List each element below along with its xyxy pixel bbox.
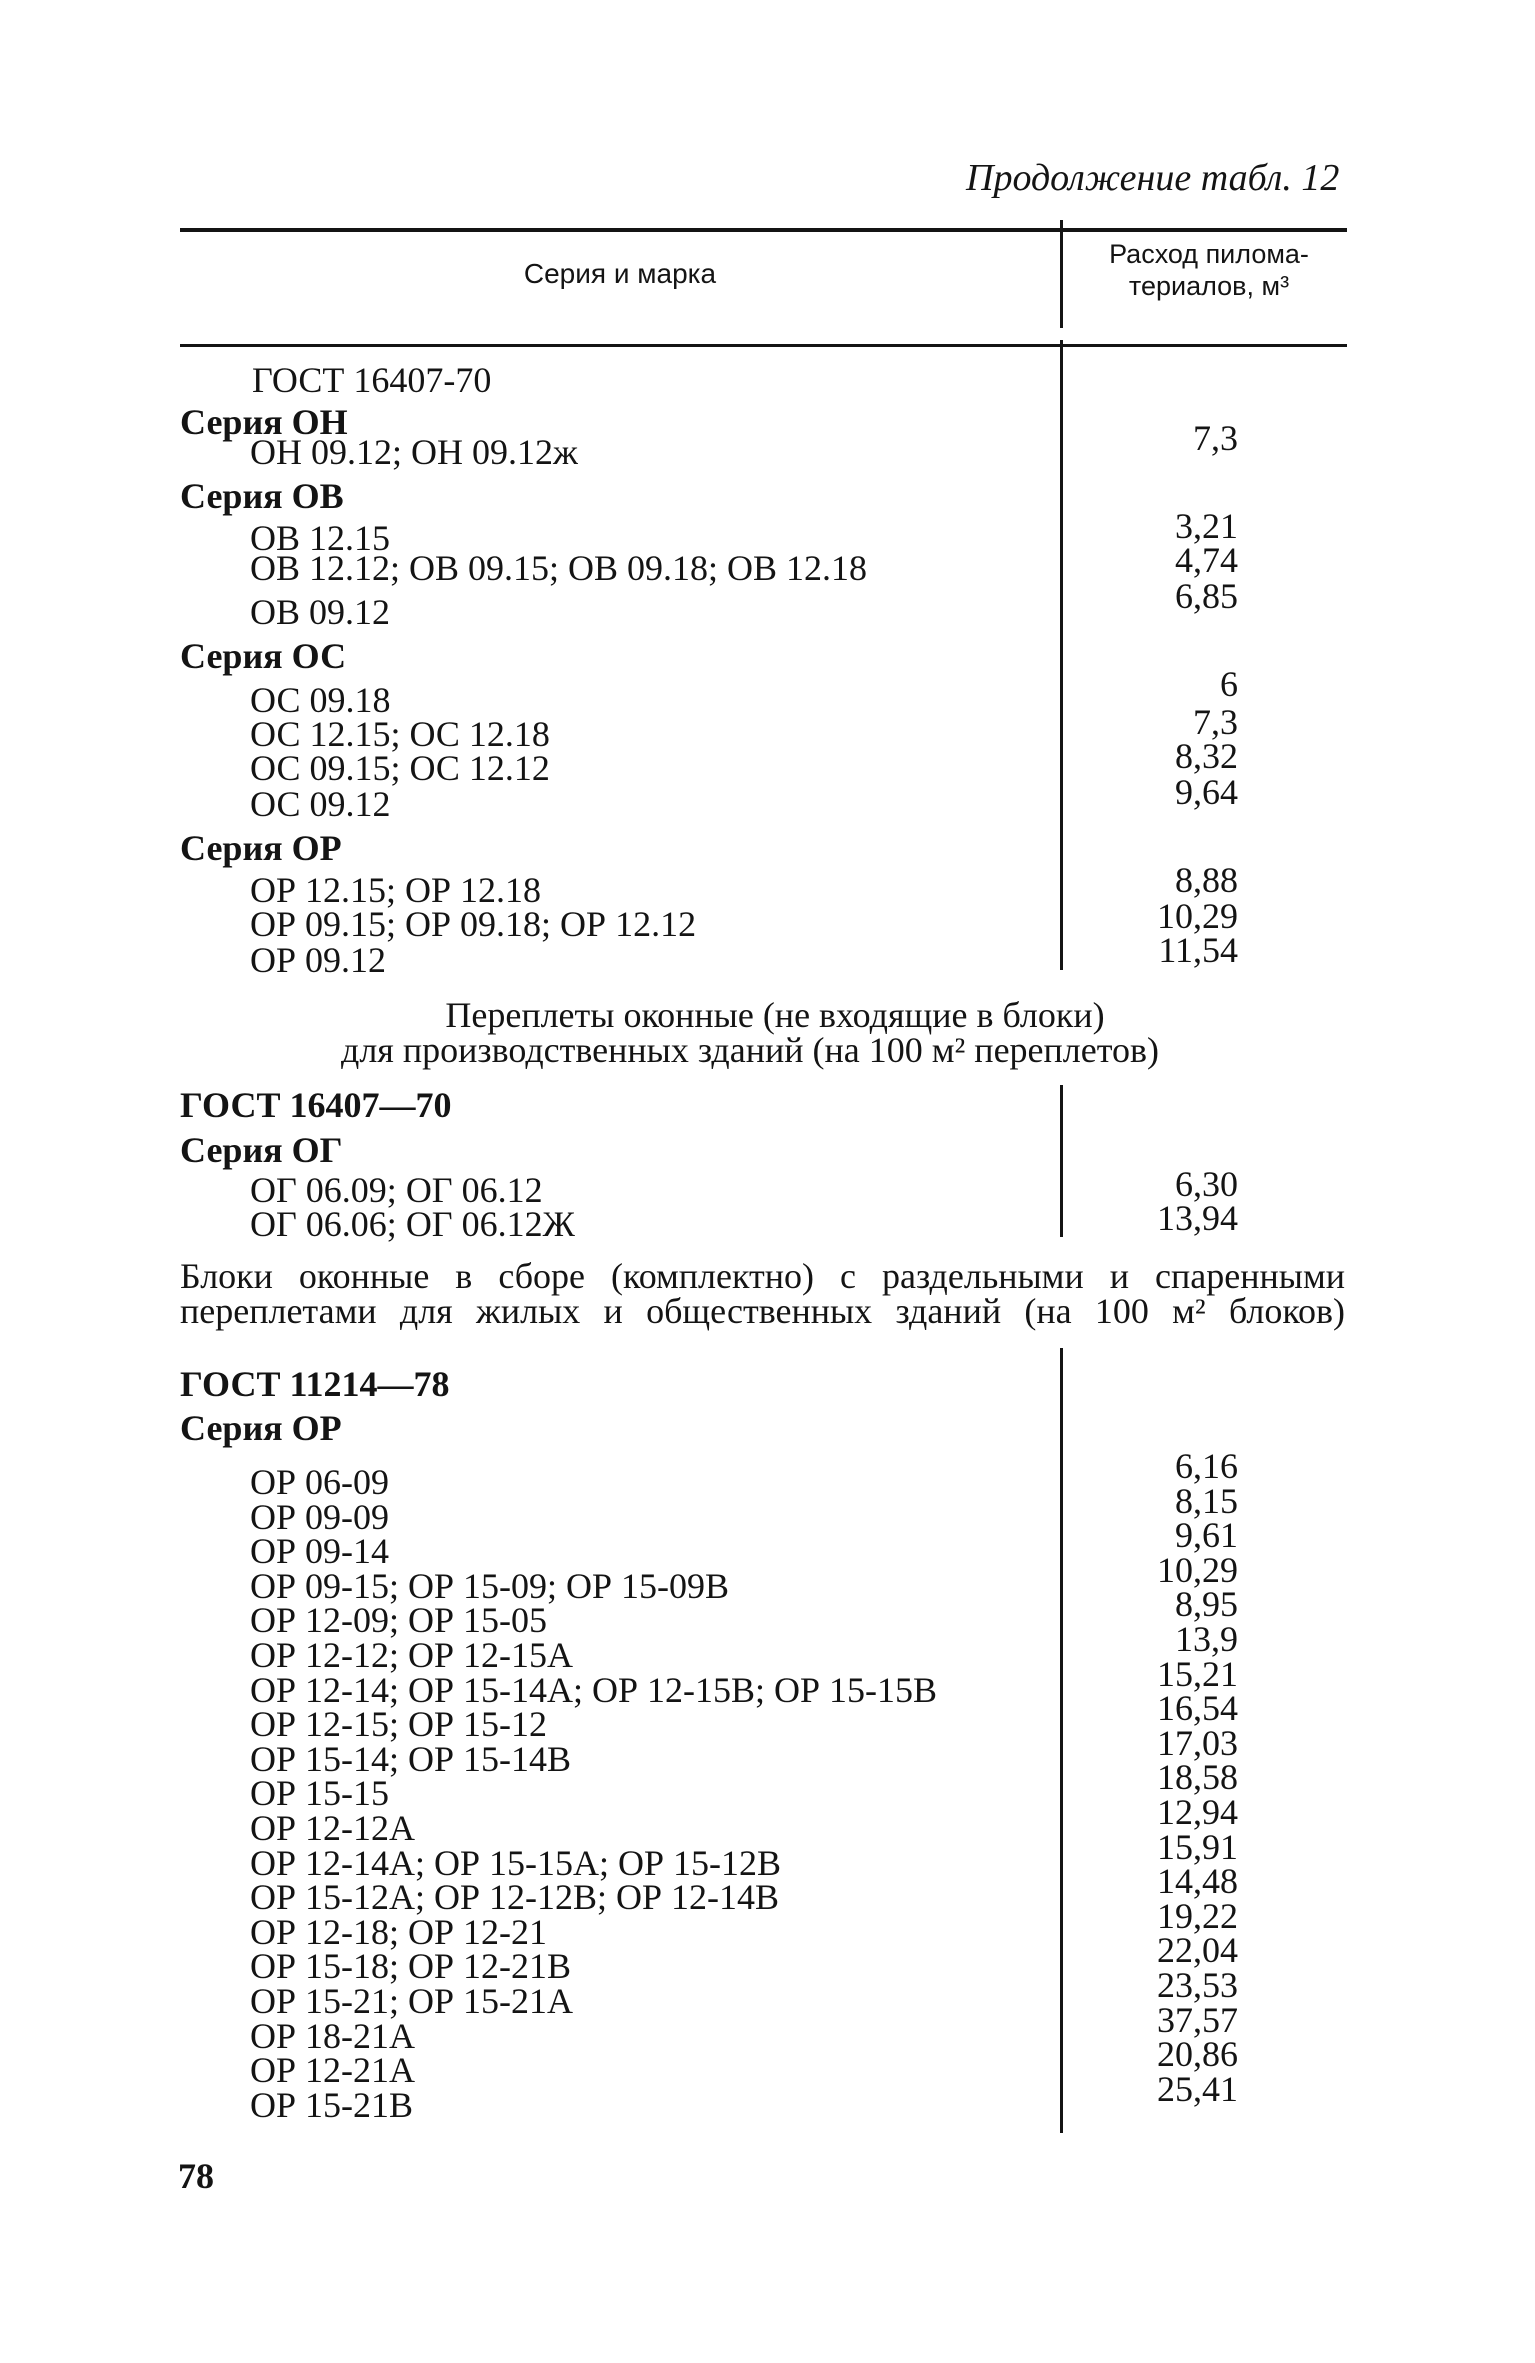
list-item-value: 6,16 [1175,1446,1238,1486]
column-divider-header [1060,220,1063,328]
list-item-value: 25,41 [1157,2069,1238,2109]
list-item: ОР 12-14А; ОР 15-15А; ОР 15-12В [250,1843,782,1883]
list-item-value: 6,30 [1175,1164,1238,1204]
list-item-value: 15,91 [1157,1827,1238,1867]
list-item: ОР 12-18; ОР 12-21 [250,1912,548,1952]
list-item-value: 14,48 [1157,1861,1238,1901]
list-item: ОВ 12.15 [250,518,391,558]
list-item-value: 8,88 [1175,860,1238,900]
list-item-value: 4,74 [1175,540,1238,580]
list-item: ОВ 12.12; ОВ 09.15; ОВ 09.18; ОВ 12.18 [250,548,868,588]
list-item: ОР 18-21А [250,2016,416,2056]
section-note-2-line1: Блоки оконные в сборе (комплектно) с раздельными и спаренными [180,1256,1345,1296]
list-item-value: 6 [1220,664,1238,704]
series-heading-ob: Серия ОВ [180,476,344,516]
series-heading-oh: Серия ОН [180,402,348,442]
list-item: ОР 12-21А [250,2050,416,2090]
series-heading-og: Серия ОГ [180,1130,343,1170]
list-item-value: 7,3 [1193,702,1238,742]
list-item-value: 9,61 [1175,1515,1238,1555]
gost-heading-2: ГОСТ 16407—70 [180,1085,452,1125]
section-note-1-line1: Переплеты оконные (не входящие в блоки) [445,995,1105,1035]
list-item-value: 7,3 [1193,418,1238,458]
list-item: ОС 09.18 [250,680,391,720]
list-item-value: 8,95 [1175,1584,1238,1624]
list-item-value: 17,03 [1157,1723,1238,1763]
list-item: ОС 12.15; ОС 12.18 [250,714,550,754]
list-item-value: 11,54 [1158,930,1238,970]
list-item-value: 18,58 [1157,1757,1238,1797]
list-item-value: 9,64 [1175,772,1238,812]
list-item-value: 19,22 [1157,1896,1238,1936]
list-item: ОН 09.12; ОН 09.12ж [250,432,578,472]
list-item: ОР 15-21В [250,2085,414,2125]
list-item-value: 15,21 [1157,1654,1238,1694]
list-item-value: 3,21 [1175,506,1238,546]
header-series-mark: Серия и марка [523,258,717,289]
list-item: ОР 09-14 [250,1531,390,1571]
header-bottom-rule [180,344,1347,347]
list-item: ОР 15-21; ОР 15-21А [250,1981,574,2021]
list-item: ОР 12-12; ОР 12-15А [250,1635,574,1675]
list-item: ОР 12-12А [250,1808,416,1848]
list-item: ОР 09.12 [250,940,387,980]
page-number: 78 [178,2156,214,2196]
list-item: ОС 09.12 [250,784,391,824]
list-item: ОР 15-18; ОР 12-21В [250,1946,572,1986]
list-item-value: 13,94 [1157,1198,1238,1238]
list-item-value: 10,29 [1157,896,1238,936]
list-item: ОР 12.15; ОР 12.18 [250,870,542,910]
list-item-value: 23,53 [1157,1965,1238,2005]
series-heading-op-2: Серия ОР [180,1408,342,1448]
list-item: ОР 15-14; ОР 15-14В [250,1739,572,1779]
list-item: ОР 15-15 [250,1773,390,1813]
list-item-value: 8,32 [1175,736,1238,776]
list-item-value: 13,9 [1175,1619,1238,1659]
list-item: ОГ 06.06; ОГ 06.12Ж [250,1204,575,1244]
series-heading-oc: Серия ОС [180,636,347,676]
table-caption: Продолжение табл. 12 [966,157,1340,199]
list-item-value: 6,85 [1175,576,1238,616]
list-item-value: 16,54 [1157,1688,1238,1728]
list-item-value: 10,29 [1157,1550,1238,1590]
header-consumption-line2: териалов, м³ [1128,271,1290,301]
list-item-value: 22,04 [1157,1930,1238,1970]
list-item: ОР 12-09; ОР 15-05 [250,1600,548,1640]
series-heading-op: Серия ОР [180,828,342,868]
list-item: ОР 06-09 [250,1462,390,1502]
list-item-value: 37,57 [1157,2000,1238,2040]
list-item: ОР 09-15; ОР 15-09; ОР 15-09В [250,1566,730,1606]
list-item: ОР 15-12А; ОР 12-12В; ОР 12-14В [250,1877,780,1917]
header-consumption-line1: Расход пилома- [1109,239,1309,269]
list-item-value: 12,94 [1157,1792,1238,1832]
list-item: ОВ 09.12 [250,592,391,632]
section-note-1-line2: для производственных зданий (на 100 м² переплетов) [341,1030,1159,1070]
gost-heading-3: ГОСТ 11214—78 [180,1364,450,1404]
section-note-2-line2: переплетами для жилых и общественных зданий (на 100 м² блоков) [180,1291,1345,1331]
list-item: ОР 12-15; ОР 15-12 [250,1704,548,1744]
list-item: ОР 12-14; ОР 15-14А; ОР 12-15В; ОР 15-15В [250,1670,938,1710]
list-item: ОГ 06.09; ОГ 06.12 [250,1170,543,1210]
list-item-value: 8,15 [1175,1481,1238,1521]
header-consumption [1063,238,1355,302]
header-top-rule [180,228,1347,232]
list-item-value: 20,86 [1157,2034,1238,2074]
list-item: ОР 09-09 [250,1497,390,1537]
list-item: ОР 09.15; ОР 09.18; ОР 12.12 [250,904,697,944]
list-item: ОС 09.15; ОС 12.12 [250,748,550,788]
gost-heading-1: ГОСТ 16407-70 [252,360,492,400]
